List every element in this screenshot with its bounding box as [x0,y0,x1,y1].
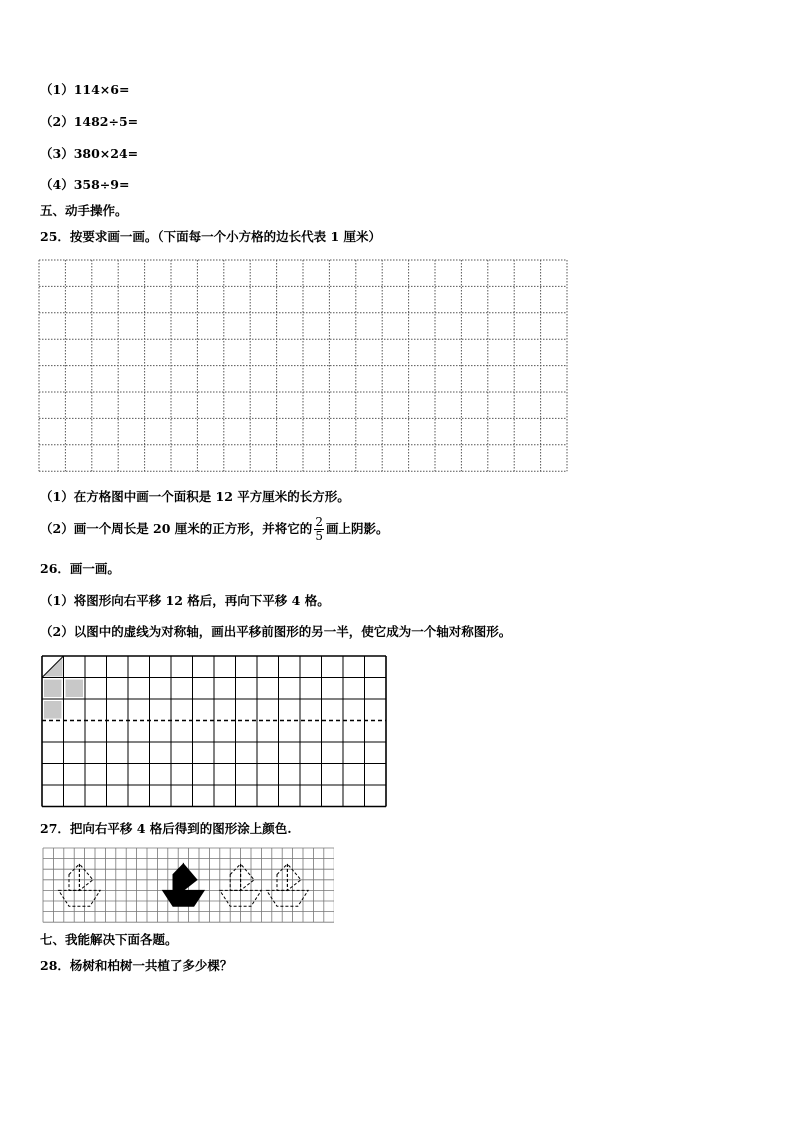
question-28-title: 28．杨树和柏树一共植了多少棵？ [40,958,233,973]
shaded-cell [44,680,62,698]
calc-item-3: （3）380×24= [40,146,139,161]
question-25-sub2-post: 画上阴影。 [325,521,389,536]
question-26-grid[interactable] [40,654,390,808]
section-7-title: 七、我能解决下面各题。 [40,932,178,947]
dashed-boat-2-sail [241,864,255,891]
question-27-grid[interactable] [42,847,334,923]
calc-item-1: （1）114×6= [40,82,130,97]
solid-boat-hull [163,890,205,906]
question-26-sub1: （1）将图形向右平移 12 格后，再向下平移 4 格。 [40,593,330,608]
question-25-title: 25．按要求画一画。（下面每一个小方格的边长代表 1 厘米） [40,229,382,244]
question-25-grid[interactable] [38,259,570,473]
solid-boat-sail [183,864,197,891]
question-26-sub2: （2）以图中的虚线为对称轴，画出平移前图形的另一半，使它成为一个轴对称图形。 [40,624,512,639]
question-25-sub2 [40,516,388,543]
fraction-numerator: 2 [315,515,323,529]
shaded-cell [44,701,62,719]
dashed-boat-1-hull [59,890,101,906]
question-25-sub1: （1）在方格图中画一个面积是 12 平方厘米的长方形。 [40,489,350,504]
dashed-boat-2-jib [230,864,240,891]
section-5-title: 五、动手操作。 [40,203,128,218]
dashed-boat-3-hull [267,890,309,906]
question-25-sub2-pre: （2）画一个周长是 20 厘米的正方形，并将它的 [40,521,313,536]
fraction-denominator: 5 [315,529,323,543]
shaded-cell [66,680,84,698]
dashed-boat-1-sail [79,864,93,891]
question-27-title: 27．把向右平移 4 格后得到的图形涂上颜色. [40,821,292,836]
fraction [314,516,324,543]
dashed-boat-3-sail [287,864,301,891]
calc-item-2: （2）1482÷5= [40,114,139,129]
question-26-title: 26．画一画。 [40,561,120,576]
calc-item-4: （4）358÷9= [40,177,130,192]
